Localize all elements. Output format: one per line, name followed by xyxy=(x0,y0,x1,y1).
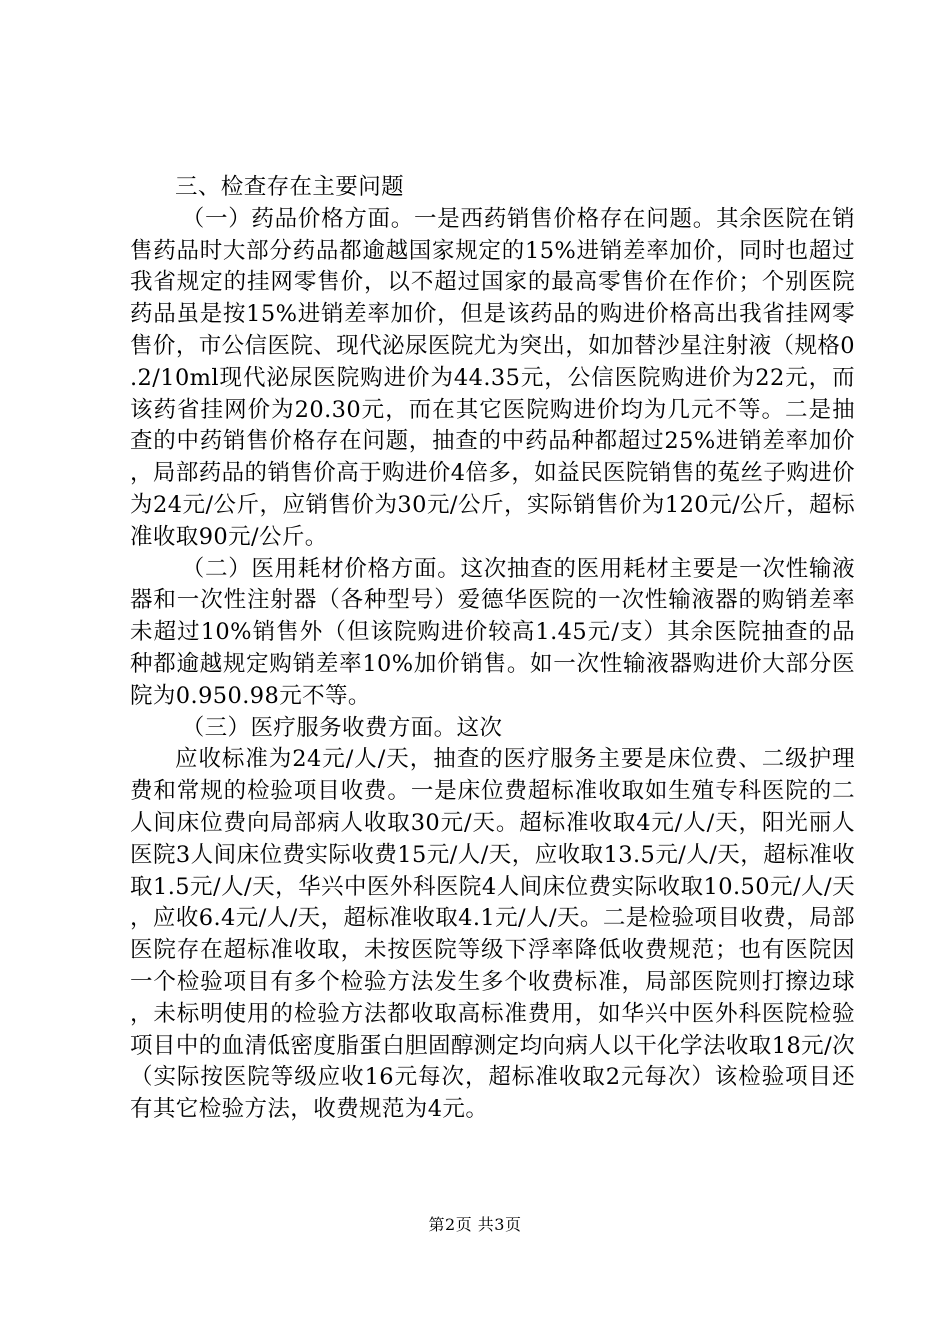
page-number-label: 第2页 共3页 xyxy=(428,1215,522,1234)
document-body xyxy=(130,172,855,1126)
paragraph-medical-services: 应收标准为24元/人/天，抽查的医疗服务主要是床位费、二级护理费和常规的检验项目收费。一是床位费超标准收取如生殖专科医院的二人间床位费向局部病人收取30元/天。超标准收取4元/人/天，阳光丽人医院3人间床位费实际收费15元/人/天，应收取13.5元/人/天，超标准收取1.5元/人/天，华兴中医外科医院4人间床位费实际收取10.50元/人/天，应收6.4元/人/天，超标准收取4.1元/人/天。二是检验项目收费，局部医院存在超标准收取，未按医院等级下浮率降低收费规范；也有医院因一个检验项目有多个检验方法发生多个收费标准，局部医院则打擦边球，未标明使用的检验方法都收取高标准费用，如华兴中医外科医院检验项目中的血清低密度脂蛋白胆固醇测定均向病人以干化学法收取18元/次（实际按医院等级应收16元每次，超标准收取2元每次）该检验项目还有其它检验方法，收费规范为4元。 xyxy=(130,746,855,1123)
paragraph-medical-consumables: （二）医用耗材价格方面。这次抽查的医用耗材主要是一次性输液器和一次性注射器（各种型号）爱德华医院的一次性输液器的购销差率未超过10%销售外（但该院购进价较高1.45元/支）其余医院抽查的品种都逾越规定购销差率10%加价销售。如一次性输液器购进价大部分医院为0.950.98元不等。 xyxy=(130,555,855,709)
section-heading: 三、检查存在主要问题 xyxy=(175,174,405,200)
page-footer xyxy=(0,1215,950,1235)
paragraph-drug-prices: （一）药品价格方面。一是西药销售价格存在问题。其余医院在销售药品时大部分药品都逾越国家规定的15%进销差率加价，同时也超过我省规定的挂网零售价，以不超过国家的最高零售价在作价；个别医院药品虽是按15%进销差率加价，但是该药品的购进价格高出我省挂网零售价，市公信医院、现代泌尿医院尤为突出，如加替沙星注射液（规格0.2/10ml现代泌尿医院购进价为44.35元，公信医院购进价为22元，而该药省挂网价为20.30元，而在其它医院购进价均为几元不等。二是抽查的中药销售价格存在问题，抽查的中药品种都超过25%进销差率加价，局部药品的销售价高于购进价4倍多，如益民医院销售的菟丝子购进价为24元/公斤，应销售价为30元/公斤，实际销售价为120元/公斤，超标准收取90元/公斤。 xyxy=(130,205,855,550)
paragraph-medical-services-heading: （三）医疗服务收费方面。这次 xyxy=(181,714,503,741)
